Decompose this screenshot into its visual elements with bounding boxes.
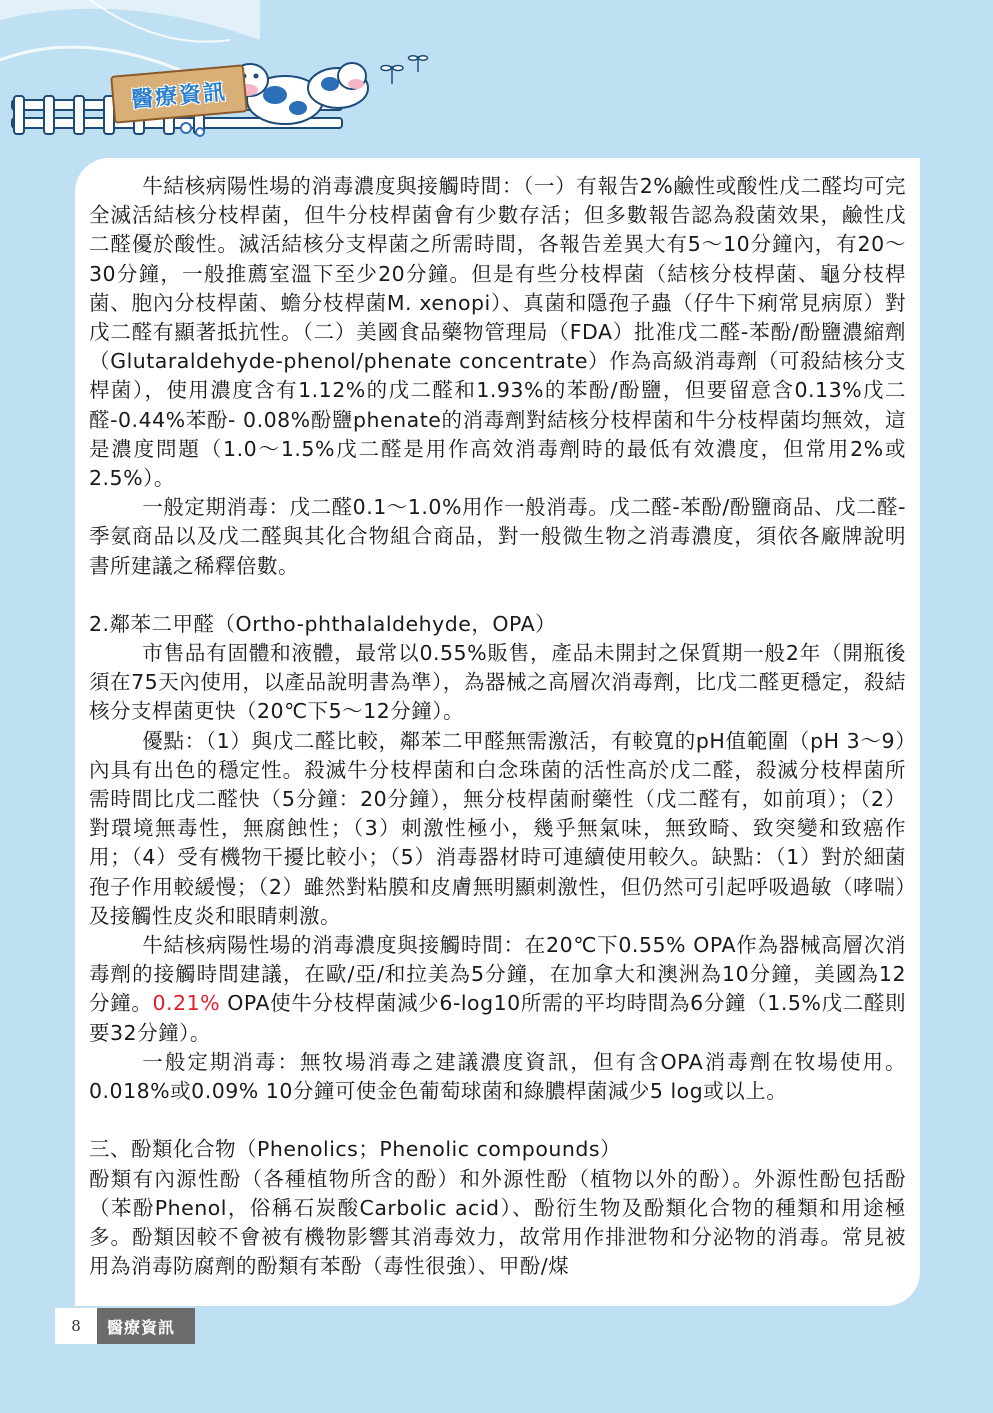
opa-text-after: OPA使牛分枝桿菌減少6-log10所需的平均時間為6分鐘（1.5%戊二醛則要32分鐘）。 (89, 991, 907, 1045)
footer-section-label: 醫療資訊 (107, 1317, 176, 1337)
article-panel (75, 158, 920, 1306)
paragraph-phenolics: 酚類有內源性酚（各種植物所含的酚）和外源性酚（植物以外的酚）。外源性酚包括酚（苯酚Phenol，俗稱石炭酸Carbolic acid）、酚衍生物及酚類化合物的種類和用途極多。酚類因較不會被有機物影響其消毒效力，故常用作排泄物和分泌物的消毒。常見被用為消毒防腐劑的酚類有苯酚（毒性很強）、甲酚/煤 (89, 1166, 906, 1279)
paragraph-opa-product: 市售品有固體和液體，最常以0.55%販售，產品未開封之保質期一般2年（開瓶後須在75天內使用，以產品說明書為準），為器械之高層次消毒劑，比戊二醛更穩定，殺結核分支桿菌更快（20℃下5～12分鐘）。 (89, 641, 906, 724)
paragraph-opa-pros-cons: 優點：（1）與戊二醛比較，鄰苯二甲醛無需激活，有較寬的pH值範圍（pH 3～9）內具有出色的穩定性。殺滅牛分枝桿菌和白念珠菌的活性高於戊二醛，殺滅分枝桿菌所需時間比戊二醛快（5分鐘：20分鐘），無分枝桿菌耐藥性（戊二醛有，如前項）；（2）對環境無毒性，無腐蝕性；（3）刺激性極小，幾乎無氣味，無致畸、致突變和致癌作用；（4）受有機物干擾比較小；（5）消毒器材時可連續使用較久。缺點：（1）對於細菌孢子作用較緩慢；（2）雖然對粘膜和皮膚無明顯刺激性，但仍然可引起呼吸過敏（哮喘）及接觸性皮炎和眼睛刺激。 (89, 728, 906, 928)
paragraph-tb-disinfection: 牛結核病陽性場的消毒濃度與接觸時間：（一）有報告2%鹼性或酸性戊二醛均可完全滅活結核分枝桿菌，但牛分枝桿菌會有少數存活；但多數報告認為殺菌效果，鹼性戊二醛優於酸性。滅活結核分支桿菌之所需時間，各報告差異大有5～10分鐘內，有20～30分鐘，一般推薦室溫下至少20分鐘。但是有些分枝桿菌（結核分枝桿菌、龜分枝桿菌、胞內分枝桿菌、蟾分枝桿菌M. xenopi）、真菌和隱孢子蟲（仔牛下痢常見病原）對戊二醛有顯著抵抗性。（二）美國食品藥物管理局（FDA）批准戊二醛-苯酚/酚鹽濃縮劑（Glutaraldehyde-phenol/phenate concentrate）作為高級消毒劑（可殺結核分支桿菌），使用濃度含有1.12%的戊二醛和1.93%的苯酚/酚鹽，但要留意含0.13%戊二醛-0.44%苯酚- 0.08%酚鹽phenate的消毒劑對結核分枝桿菌和牛分枝桿菌均無效，這是濃度問題（1.0～1.5%戊二醛是用作高效消毒劑時的最低有效濃度，但常用2%或2.5%）。 (89, 174, 906, 491)
spacer (89, 581, 906, 610)
paragraph-opa-general: 一般定期消毒：無牧場消毒之建議濃度資訊，但有含OPA消毒劑在牧場使用。0.018%或0.09% 10分鐘可使金色葡萄球菌和綠膿桿菌減少5 log或以上。 (89, 1049, 906, 1104)
paragraph-opa-tb-contact (89, 931, 906, 1048)
highlight-red-value: 0.21% (152, 991, 221, 1016)
heading-phenolics: 三、酚類化合物（Phenolics；Phenolic compounds） (89, 1137, 622, 1162)
paragraph-general-disinfection: 一般定期消毒：戊二醛0.1～1.0%用作一般消毒。戊二醛-苯酚/酚鹽商品、戊二醛-季氨商品以及戊二醛與其化合物組合商品，對一般微生物之消毒濃度，須依各廠牌說明書所建議之稀釋倍數。 (89, 495, 906, 578)
section-title: 醫療資訊 (130, 79, 229, 113)
cow-illustration-icon (232, 63, 368, 124)
page-footer (55, 1308, 195, 1344)
spacer (89, 1106, 906, 1135)
page-number: 8 (55, 1308, 97, 1344)
header-banner (0, 0, 993, 160)
opa-text-before: 牛結核病陽性場的消毒濃度與接觸時間：在20℃下0.55% OPA作為器械高層次消毒劑的接觸時間建議，在歐/亞/和拉美為5分鐘，在加拿大和澳洲為10分鐘，美國為12分鐘。 (89, 933, 906, 1016)
heading-opa: 2.鄰苯二甲醛（Ortho-phthalaldehyde，OPA） (89, 611, 557, 636)
